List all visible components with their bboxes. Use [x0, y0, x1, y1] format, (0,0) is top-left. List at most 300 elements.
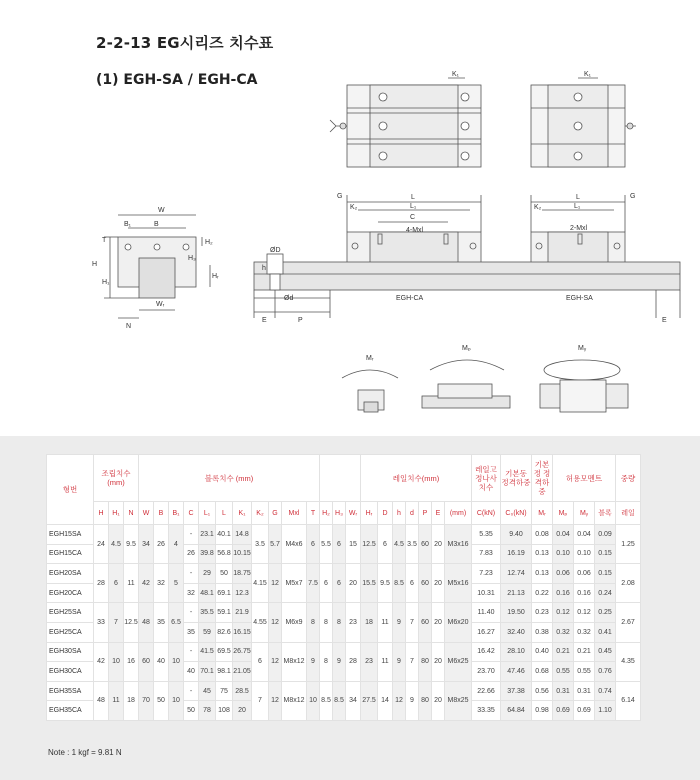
- cell-h: 42: [94, 642, 109, 681]
- subheader-mp: Mₚ: [553, 502, 574, 525]
- cell-c0: 37.38: [501, 681, 532, 701]
- cell-block-w: 0.25: [595, 603, 616, 623]
- cell-wr: 20: [346, 564, 361, 603]
- cell-mp: 0.12: [553, 603, 574, 623]
- cell-h3: 9: [333, 642, 346, 681]
- label-t: T: [102, 237, 107, 244]
- label-mp: Mₚ: [462, 345, 471, 352]
- cell-ck: 16.27: [472, 622, 501, 642]
- moment-icon-mr: [342, 370, 398, 412]
- cell-mp: 0.16: [553, 583, 574, 603]
- cell-h1: 7: [109, 603, 124, 642]
- subheader-h1: H₁: [109, 502, 124, 525]
- cell-l1: 78: [199, 701, 216, 721]
- cell-l: 82.6: [216, 622, 233, 642]
- top-view-sa: [531, 78, 636, 167]
- cell-my: 0.16: [574, 583, 595, 603]
- label-wr: Wᵣ: [156, 301, 165, 308]
- cell-model: EGH30CA: [47, 662, 94, 682]
- cell-l1: 59: [199, 622, 216, 642]
- cell-c0: 47.46: [501, 662, 532, 682]
- cell-mxl: M5x7: [282, 564, 307, 603]
- cell-b1: 5: [169, 564, 184, 603]
- subheader-h: h: [393, 502, 406, 525]
- cell-l: 108: [216, 701, 233, 721]
- cell-h2: 8.5: [320, 681, 333, 720]
- cell-d: 7: [406, 642, 419, 681]
- cell-l: 40.1: [216, 525, 233, 545]
- cell-l1: 41.5: [199, 642, 216, 662]
- cell-w: 48: [139, 603, 154, 642]
- top-view-ca: [330, 78, 481, 167]
- cell-model: EGH25CA: [47, 622, 94, 642]
- cell-hr: 27.5: [361, 681, 378, 720]
- cell-ck: 7.83: [472, 544, 501, 564]
- cell-h: 9: [393, 642, 406, 681]
- label-b1: B₁: [124, 221, 132, 228]
- cell-k1: 21.9: [233, 603, 252, 623]
- cell-my: 0.12: [574, 603, 595, 623]
- cell-b1: 10: [169, 642, 184, 681]
- label-g-left: G: [337, 193, 343, 200]
- cell-block-w: 0.76: [595, 662, 616, 682]
- cell-h: 4.5: [393, 525, 406, 564]
- cell-h2: 8: [320, 642, 333, 681]
- subheader-d: D: [378, 502, 393, 525]
- section-subtitle: (1) EGH-SA / EGH-CA: [96, 72, 258, 88]
- subheader-l1: L₁: [199, 502, 216, 525]
- cell-n: 18: [124, 681, 139, 720]
- cell-h2: 6: [320, 564, 333, 603]
- label-k1-ca: K₁: [452, 71, 460, 78]
- cell-b: 26: [154, 525, 169, 564]
- cell-g: 12: [269, 681, 282, 720]
- cell-t: 9: [307, 642, 320, 681]
- cell-d: 11: [378, 642, 393, 681]
- cell-n: 16: [124, 642, 139, 681]
- cell-model: EGH20CA: [47, 583, 94, 603]
- subheader-b: B: [154, 502, 169, 525]
- cell-d: 9: [406, 681, 419, 720]
- cell-p: 60: [419, 525, 432, 564]
- cell-c: 35: [184, 622, 199, 642]
- cell-my: 0.69: [574, 701, 595, 721]
- subheader-w: W: [139, 502, 154, 525]
- cell-k2: 6: [252, 642, 269, 681]
- subheader-g: G: [269, 502, 282, 525]
- cell-h: 28: [94, 564, 109, 603]
- cell-block-w: 0.41: [595, 622, 616, 642]
- subheader-mxl: Mxl: [282, 502, 307, 525]
- cell-hr: 18: [361, 603, 378, 642]
- caption-egh-ca: EGH-CA: [396, 295, 424, 302]
- table-row: [47, 603, 641, 623]
- cell-g: 5.7: [269, 525, 282, 564]
- cell-c0: 32.40: [501, 622, 532, 642]
- cell-mp: 0.31: [553, 681, 574, 701]
- cell-bolt: M6x20: [445, 603, 472, 642]
- cell-my: 0.21: [574, 642, 595, 662]
- cell-rail-w: 2.67: [616, 603, 641, 642]
- cell-c: 26: [184, 544, 199, 564]
- subheader-n: N: [124, 502, 139, 525]
- cell-mp: 0.21: [553, 642, 574, 662]
- cell-block-w: 0.74: [595, 681, 616, 701]
- cell-c: -: [184, 603, 199, 623]
- header-weight: 중량: [616, 455, 641, 502]
- cell-l: 56.8: [216, 544, 233, 564]
- subheader-wr: Wᵣ: [346, 502, 361, 525]
- cell-l1: 29: [199, 564, 216, 584]
- cell-block-w: 1.10: [595, 701, 616, 721]
- label-n: N: [126, 323, 132, 330]
- cell-ck: 16.42: [472, 642, 501, 662]
- cell-model: EGH15SA: [47, 525, 94, 545]
- cell-h: 48: [94, 681, 109, 720]
- cell-bolt: M5x16: [445, 564, 472, 603]
- cell-p: 60: [419, 564, 432, 603]
- cell-c0: 9.40: [501, 525, 532, 545]
- cell-b: 32: [154, 564, 169, 603]
- cell-ck: 11.40: [472, 603, 501, 623]
- subheader-d: d: [406, 502, 419, 525]
- subheader-p: P: [419, 502, 432, 525]
- cell-ck: 7.23: [472, 564, 501, 584]
- moment-icon-my: [540, 360, 628, 412]
- header-assembly: 조립치수 (mm): [94, 455, 139, 502]
- subheader-t: T: [307, 502, 320, 525]
- label-g-right: G: [630, 193, 636, 200]
- cell-k2: 4.15: [252, 564, 269, 603]
- label-4mxl: 4-Mxl: [406, 227, 424, 234]
- cell-c: -: [184, 642, 199, 662]
- cell-hr: 12.5: [361, 525, 378, 564]
- subheader-c0: C₀(kN): [501, 502, 532, 525]
- cell-w: 34: [139, 525, 154, 564]
- cell-d: 14: [378, 681, 393, 720]
- cell-t: 10: [307, 681, 320, 720]
- spec-table: [46, 454, 641, 721]
- cell-w: 42: [139, 564, 154, 603]
- cell-block-w: 0.24: [595, 583, 616, 603]
- page-title: 2-2-13 EG시리즈 치수표: [96, 34, 274, 52]
- cell-c: 40: [184, 662, 199, 682]
- cell-c0: 12.74: [501, 564, 532, 584]
- cell-mr: 0.98: [532, 701, 553, 721]
- cell-block-w: 0.09: [595, 525, 616, 545]
- cell-h1: 4.5: [109, 525, 124, 564]
- cell-k2: 4.55: [252, 603, 269, 642]
- subheader-k2: K₂: [252, 502, 269, 525]
- cell-c: -: [184, 681, 199, 701]
- cell-l: 98.1: [216, 662, 233, 682]
- subheader-hr: Hᵣ: [361, 502, 378, 525]
- cell-wr: 34: [346, 681, 361, 720]
- label-d-big: ØD: [270, 247, 281, 254]
- header-block: 블록치수 (mm): [139, 455, 320, 502]
- cell-c: 32: [184, 583, 199, 603]
- cell-mr: 0.13: [532, 564, 553, 584]
- cell-mxl: M8x12: [282, 642, 307, 681]
- label-2mxl: 2-Mxl: [570, 225, 588, 232]
- subheader-mr: Mᵣ: [532, 502, 553, 525]
- table-row: [47, 642, 641, 662]
- label-k2-ca: K₂: [350, 204, 358, 211]
- cell-my: 0.06: [574, 564, 595, 584]
- subheader-rail_w: 레일: [616, 502, 641, 525]
- cell-h3: 8.5: [333, 681, 346, 720]
- cell-my: 0.31: [574, 681, 595, 701]
- cell-h: 8.5: [393, 564, 406, 603]
- cell-h: 33: [94, 603, 109, 642]
- cell-l1: 45: [199, 681, 216, 701]
- rail-side: [254, 254, 680, 318]
- cell-t: 8: [307, 603, 320, 642]
- cell-c0: 16.19: [501, 544, 532, 564]
- subheader-k1: K₁: [233, 502, 252, 525]
- label-mr: Mᵣ: [366, 355, 374, 362]
- cell-d: 7: [406, 603, 419, 642]
- label-k1-sa: K₁: [584, 71, 592, 78]
- cell-d: 6: [406, 564, 419, 603]
- header-model: 형번: [47, 455, 94, 525]
- cell-l1: 39.8: [199, 544, 216, 564]
- footnote: Note : 1 kgf = 9.81 N: [48, 748, 122, 757]
- cell-k1: 20: [233, 701, 252, 721]
- cell-c0: 28.10: [501, 642, 532, 662]
- cell-mr: 0.22: [532, 583, 553, 603]
- cell-block-w: 0.15: [595, 544, 616, 564]
- cell-l1: 35.5: [199, 603, 216, 623]
- cell-c: -: [184, 525, 199, 545]
- cell-ck: 5.35: [472, 525, 501, 545]
- subheader-h3: H₃: [333, 502, 346, 525]
- cell-w: 60: [139, 642, 154, 681]
- label-h3: H₃: [188, 255, 196, 262]
- cell-block-w: 0.45: [595, 642, 616, 662]
- cell-l1: 23.1: [199, 525, 216, 545]
- cell-my: 0.32: [574, 622, 595, 642]
- cell-mxl: M8x12: [282, 681, 307, 720]
- subheader-mm: (mm): [445, 502, 472, 525]
- cell-t: 7.5: [307, 564, 320, 603]
- cell-my: 0.55: [574, 662, 595, 682]
- cell-h3: 6: [333, 564, 346, 603]
- cell-h1: 10: [109, 642, 124, 681]
- cell-p: 80: [419, 681, 432, 720]
- cell-ck: 33.35: [472, 701, 501, 721]
- cell-model: EGH30SA: [47, 642, 94, 662]
- cell-mp: 0.55: [553, 662, 574, 682]
- subheader-block_w: 블록: [595, 502, 616, 525]
- label-h1: H₁: [102, 279, 110, 286]
- cell-p: 80: [419, 642, 432, 681]
- cell-t: 6: [307, 525, 320, 564]
- cell-model: EGH15CA: [47, 544, 94, 564]
- cell-d: 6: [378, 525, 393, 564]
- cell-mr: 0.38: [532, 622, 553, 642]
- cell-n: 11: [124, 564, 139, 603]
- table-row: [47, 525, 641, 545]
- cell-l1: 48.1: [199, 583, 216, 603]
- cell-w: 70: [139, 681, 154, 720]
- cell-h3: 8: [333, 603, 346, 642]
- label-l1-sa: L₁: [574, 203, 581, 210]
- cell-l1: 70.1: [199, 662, 216, 682]
- subheader-c: C: [184, 502, 199, 525]
- label-h-small: h: [262, 265, 266, 272]
- subheader-l: L: [216, 502, 233, 525]
- cell-ck: 10.31: [472, 583, 501, 603]
- cell-hr: 23: [361, 642, 378, 681]
- cell-b1: 4: [169, 525, 184, 564]
- cell-mxl: M4x6: [282, 525, 307, 564]
- cell-k1: 12.3: [233, 583, 252, 603]
- cell-model: EGH35SA: [47, 681, 94, 701]
- cell-e: 20: [432, 681, 445, 720]
- label-h2: H₂: [205, 239, 213, 246]
- cell-c0: 19.50: [501, 603, 532, 623]
- table-row: [47, 681, 641, 701]
- label-w: W: [158, 207, 165, 214]
- cell-b: 35: [154, 603, 169, 642]
- cell-rail-w: 6.14: [616, 681, 641, 720]
- cell-model: EGH35CA: [47, 701, 94, 721]
- header-dynamic: 기본동 정격하중: [501, 455, 532, 502]
- cell-mxl: M6x9: [282, 603, 307, 642]
- cell-block-w: 0.15: [595, 564, 616, 584]
- cell-g: 12: [269, 564, 282, 603]
- cell-wr: 28: [346, 642, 361, 681]
- cell-h: 12: [393, 681, 406, 720]
- cell-n: 12.5: [124, 603, 139, 642]
- cell-k1: 16.15: [233, 622, 252, 642]
- subheader-b1: B₁: [169, 502, 184, 525]
- cell-c: 50: [184, 701, 199, 721]
- label-p: P: [298, 317, 303, 324]
- cell-bolt: M8x25: [445, 681, 472, 720]
- subheader-ck: C(kN): [472, 502, 501, 525]
- cell-h1: 11: [109, 681, 124, 720]
- cell-k1: 18.75: [233, 564, 252, 584]
- subheader-h2: H₂: [320, 502, 333, 525]
- cell-mp: 0.04: [553, 525, 574, 545]
- cell-h2: 5.5: [320, 525, 333, 564]
- cell-d: 11: [378, 603, 393, 642]
- cell-my: 0.04: [574, 525, 595, 545]
- label-b: B: [154, 221, 159, 228]
- cell-k1: 10.15: [233, 544, 252, 564]
- cell-ck: 22.66: [472, 681, 501, 701]
- cell-b: 50: [154, 681, 169, 720]
- cell-l: 69.1: [216, 583, 233, 603]
- cell-mr: 0.23: [532, 603, 553, 623]
- cell-l: 59.1: [216, 603, 233, 623]
- cell-h2: 8: [320, 603, 333, 642]
- cell-k1: 26.75: [233, 642, 252, 662]
- cell-d: 3.5: [406, 525, 419, 564]
- cell-mr: 0.56: [532, 681, 553, 701]
- cell-g: 12: [269, 642, 282, 681]
- cell-e: 20: [432, 603, 445, 642]
- cell-rail-w: 4.35: [616, 642, 641, 681]
- cell-b: 40: [154, 642, 169, 681]
- cell-model: EGH20SA: [47, 564, 94, 584]
- header-rail: 레일치수(mm): [361, 455, 472, 502]
- cell-h3: 6: [333, 525, 346, 564]
- label-k2-sa: K₂: [534, 204, 542, 211]
- cell-e: 20: [432, 642, 445, 681]
- label-e-left: E: [262, 317, 267, 324]
- label-l1-ca: L₁: [410, 203, 417, 210]
- cell-l: 50: [216, 564, 233, 584]
- cell-c: -: [184, 564, 199, 584]
- subheader-e: E: [432, 502, 445, 525]
- subheader-h: H: [94, 502, 109, 525]
- cell-model: EGH25SA: [47, 603, 94, 623]
- caption-egh-sa: EGH-SA: [566, 295, 593, 302]
- cell-g: 12: [269, 603, 282, 642]
- cell-b1: 10: [169, 681, 184, 720]
- cell-hr: 15.5: [361, 564, 378, 603]
- cell-c0: 64.84: [501, 701, 532, 721]
- cell-e: 20: [432, 564, 445, 603]
- cell-mr: 0.68: [532, 662, 553, 682]
- cell-mr: 0.08: [532, 525, 553, 545]
- cell-bolt: M6x25: [445, 642, 472, 681]
- subheader-my: Mᵧ: [574, 502, 595, 525]
- cell-mp: 0.32: [553, 622, 574, 642]
- cell-ck: 23.70: [472, 662, 501, 682]
- cell-l: 75: [216, 681, 233, 701]
- cell-n: 9.5: [124, 525, 139, 564]
- cell-rail-w: 2.08: [616, 564, 641, 603]
- label-l-ca: L: [411, 194, 415, 201]
- header-static: 기본정 정격하중: [532, 455, 553, 502]
- label-hr: Hᵣ: [212, 273, 219, 280]
- cell-mp: 0.06: [553, 564, 574, 584]
- cell-e: 20: [432, 525, 445, 564]
- cell-wr: 15: [346, 525, 361, 564]
- cell-k1: 14.8: [233, 525, 252, 545]
- label-c: C: [410, 214, 416, 221]
- label-e-right: E: [662, 317, 667, 324]
- cell-p: 60: [419, 603, 432, 642]
- table-row: [47, 564, 641, 584]
- cell-h: 24: [94, 525, 109, 564]
- cell-h1: 6: [109, 564, 124, 603]
- header-bolt: 레일고정나사치수: [472, 455, 501, 502]
- moment-icon-mp: [422, 360, 510, 408]
- cell-k2: 3.5: [252, 525, 269, 564]
- cell-wr: 23: [346, 603, 361, 642]
- cell-c0: 21.13: [501, 583, 532, 603]
- cell-mp: 0.69: [553, 701, 574, 721]
- cell-d: 9.5: [378, 564, 393, 603]
- cell-mr: 0.40: [532, 642, 553, 662]
- cell-h: 9: [393, 603, 406, 642]
- cell-bolt: M3x16: [445, 525, 472, 564]
- cell-k1: 21.05: [233, 662, 252, 682]
- label-d-small: Ød: [284, 295, 294, 302]
- cell-mp: 0.10: [553, 544, 574, 564]
- header-moment: 허용모멘트: [553, 455, 616, 502]
- cell-k2: 7: [252, 681, 269, 720]
- label-h: H: [92, 261, 98, 268]
- cell-rail-w: 1.25: [616, 525, 641, 564]
- cell-k1: 28.5: [233, 681, 252, 701]
- label-my: Mᵧ: [578, 345, 587, 352]
